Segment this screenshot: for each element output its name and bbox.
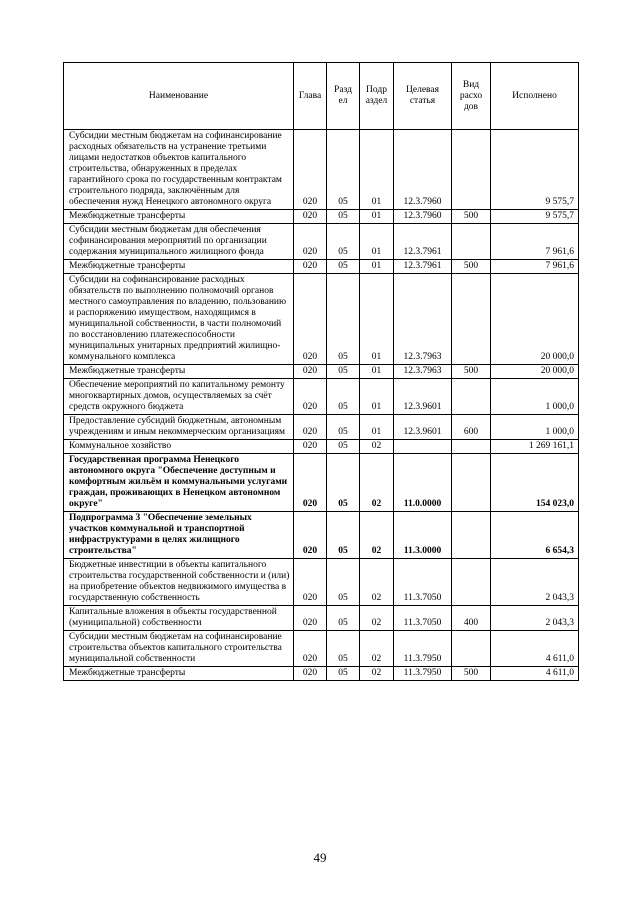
- cell-done: 7 961,6: [491, 224, 579, 260]
- cell-glava: 020: [294, 454, 327, 512]
- cell-podrazdel: 02: [360, 559, 394, 606]
- cell-vid: 600: [452, 415, 491, 440]
- cell-podrazdel: 01: [360, 415, 394, 440]
- cell-vid: 400: [452, 606, 491, 631]
- cell-vid: [452, 224, 491, 260]
- header-done: Исполнено: [491, 63, 579, 130]
- cell-target: 12.3.7963: [394, 274, 452, 365]
- cell-done: 20 000,0: [491, 365, 579, 379]
- cell-razdel: 05: [327, 210, 360, 224]
- cell-glava: 020: [294, 606, 327, 631]
- table-row: [64, 274, 579, 365]
- table-row: [64, 130, 579, 210]
- table-row: [64, 606, 579, 631]
- header-target: Целевая статья: [394, 63, 452, 130]
- cell-name: Бюджетные инвестиции в объекты капитального строительства государственной собственности и (или) на приобретение объектов недвижимого имущества в государственную собственность: [64, 559, 294, 606]
- table-row: [64, 365, 579, 379]
- cell-razdel: 05: [327, 667, 360, 681]
- header-vid: Вид расхо дов: [452, 63, 491, 130]
- cell-glava: 020: [294, 440, 327, 454]
- table-row: [64, 415, 579, 440]
- table-row: [64, 210, 579, 224]
- cell-done: 6 654,3: [491, 512, 579, 559]
- cell-done: 4 611,0: [491, 631, 579, 667]
- cell-vid: [452, 379, 491, 415]
- cell-vid: 500: [452, 365, 491, 379]
- cell-razdel: 05: [327, 415, 360, 440]
- table-row: [64, 631, 579, 667]
- cell-name: Межбюджетные трансферты: [64, 667, 294, 681]
- cell-vid: 500: [452, 667, 491, 681]
- cell-vid: [452, 440, 491, 454]
- cell-razdel: 05: [327, 260, 360, 274]
- cell-name: Межбюджетные трансферты: [64, 260, 294, 274]
- cell-done: 1 269 161,1: [491, 440, 579, 454]
- cell-done: 4 611,0: [491, 667, 579, 681]
- cell-podrazdel: 02: [360, 440, 394, 454]
- table-row: [64, 667, 579, 681]
- cell-done: 2 043,3: [491, 559, 579, 606]
- header-name: Наименование: [64, 63, 294, 130]
- cell-podrazdel: 02: [360, 631, 394, 667]
- cell-target: 11.3.7950: [394, 631, 452, 667]
- cell-vid: 500: [452, 260, 491, 274]
- cell-razdel: 05: [327, 274, 360, 365]
- cell-target: 11.3.7050: [394, 559, 452, 606]
- cell-glava: 020: [294, 365, 327, 379]
- cell-name: Субсидии на софинансирование расходных обязательств по выполнению полномочий органов местного самоуправления по владению, пользованию и распоряжению имуществом, находящимся в муниципальной собственности, в части полномочий по восстановлению платежеспособности муниципальных унитарных предприятий жилищно-коммунального комплекса: [64, 274, 294, 365]
- table-row: [64, 260, 579, 274]
- budget-table: [63, 62, 579, 681]
- cell-glava: 020: [294, 559, 327, 606]
- cell-name: Субсидии местным бюджетам для обеспечения софинансирования мероприятий по организации содержания муниципального жилищного фонда: [64, 224, 294, 260]
- cell-podrazdel: 01: [360, 274, 394, 365]
- cell-razdel: 05: [327, 512, 360, 559]
- table-row: [64, 454, 579, 512]
- cell-vid: [452, 631, 491, 667]
- table-header-row: [64, 63, 579, 130]
- cell-podrazdel: 01: [360, 379, 394, 415]
- cell-razdel: 05: [327, 454, 360, 512]
- cell-name: Субсидии местным бюджетам на софинансирование расходных обязательств на устранение третьими лицами недостатков объектов капитального строительства, обнаруженных в пределах гарантийного срока по государственным контрактам строительного подряда, заключённым для обеспечения нужд Ненецкого автономного округа: [64, 130, 294, 210]
- cell-podrazdel: 01: [360, 130, 394, 210]
- cell-target: 12.3.7960: [394, 210, 452, 224]
- cell-target: 12.3.7960: [394, 130, 452, 210]
- cell-razdel: 05: [327, 365, 360, 379]
- table-row: [64, 224, 579, 260]
- cell-glava: 020: [294, 667, 327, 681]
- cell-name: Межбюджетные трансферты: [64, 365, 294, 379]
- cell-name: Подпрограмма 3 "Обеспечение земельных участков коммунальной и транспортной инфраструктурами в целях жилищного строительства": [64, 512, 294, 559]
- cell-target: 11.3.7950: [394, 667, 452, 681]
- cell-name: Коммунальное хозяйство: [64, 440, 294, 454]
- cell-target: 12.3.7963: [394, 365, 452, 379]
- cell-glava: 020: [294, 631, 327, 667]
- page-number: 49: [313, 850, 327, 865]
- cell-vid: [452, 130, 491, 210]
- table-row: [64, 559, 579, 606]
- header-podrazdel: Подр аздел: [360, 63, 394, 130]
- cell-target: 12.3.9601: [394, 379, 452, 415]
- cell-podrazdel: 02: [360, 606, 394, 631]
- cell-razdel: 05: [327, 130, 360, 210]
- cell-target: 12.3.9601: [394, 415, 452, 440]
- cell-glava: 020: [294, 274, 327, 365]
- cell-target: 11.0.0000: [394, 454, 452, 512]
- cell-razdel: 05: [327, 379, 360, 415]
- cell-target: 12.3.7961: [394, 260, 452, 274]
- cell-podrazdel: 01: [360, 260, 394, 274]
- cell-podrazdel: 01: [360, 210, 394, 224]
- cell-name: Субсидии местным бюджетам на софинансирование строительства объектов капитального строительства муниципальной собственности: [64, 631, 294, 667]
- header-razdel: Разд ел: [327, 63, 360, 130]
- cell-glava: 020: [294, 260, 327, 274]
- cell-vid: [452, 454, 491, 512]
- cell-podrazdel: 02: [360, 667, 394, 681]
- cell-razdel: 05: [327, 224, 360, 260]
- cell-glava: 020: [294, 224, 327, 260]
- table-row: [64, 379, 579, 415]
- cell-done: 2 043,3: [491, 606, 579, 631]
- cell-glava: 020: [294, 210, 327, 224]
- cell-done: 154 023,0: [491, 454, 579, 512]
- cell-glava: 020: [294, 415, 327, 440]
- cell-done: 1 000,0: [491, 379, 579, 415]
- cell-target: 11.3.0000: [394, 512, 452, 559]
- table-row: [64, 512, 579, 559]
- cell-done: 9 575,7: [491, 130, 579, 210]
- cell-name: Межбюджетные трансферты: [64, 210, 294, 224]
- cell-podrazdel: 01: [360, 365, 394, 379]
- cell-target: 11.3.7050: [394, 606, 452, 631]
- cell-name: Обеспечение мероприятий по капитальному ремонту многоквартирных домов, осуществляемых за счёт средств окружного бюджета: [64, 379, 294, 415]
- cell-done: 9 575,7: [491, 210, 579, 224]
- cell-podrazdel: 02: [360, 512, 394, 559]
- cell-podrazdel: 01: [360, 224, 394, 260]
- cell-target: [394, 440, 452, 454]
- cell-name: Капитальные вложения в объекты государственной (муниципальной) собственности: [64, 606, 294, 631]
- table-row: [64, 440, 579, 454]
- cell-podrazdel: 02: [360, 454, 394, 512]
- table-body: [64, 130, 579, 681]
- cell-target: 12.3.7961: [394, 224, 452, 260]
- cell-vid: [452, 559, 491, 606]
- cell-vid: 500: [452, 210, 491, 224]
- cell-done: 20 000,0: [491, 274, 579, 365]
- cell-vid: [452, 274, 491, 365]
- header-glava: Глава: [294, 63, 327, 130]
- cell-done: 1 000,0: [491, 415, 579, 440]
- cell-name: Государственная программа Ненецкого автономного округа "Обеспечение доступным и комфортным жильём и коммунальными услугами граждан, проживающих в Ненецком автономном округе": [64, 454, 294, 512]
- cell-done: 7 961,6: [491, 260, 579, 274]
- cell-razdel: 05: [327, 631, 360, 667]
- cell-glava: 020: [294, 379, 327, 415]
- cell-name: Предоставление субсидий бюджетным, автономным учреждениям и иным некоммерческим организациям: [64, 415, 294, 440]
- cell-glava: 020: [294, 512, 327, 559]
- cell-razdel: 05: [327, 440, 360, 454]
- cell-vid: [452, 512, 491, 559]
- cell-razdel: 05: [327, 559, 360, 606]
- cell-glava: 020: [294, 130, 327, 210]
- cell-razdel: 05: [327, 606, 360, 631]
